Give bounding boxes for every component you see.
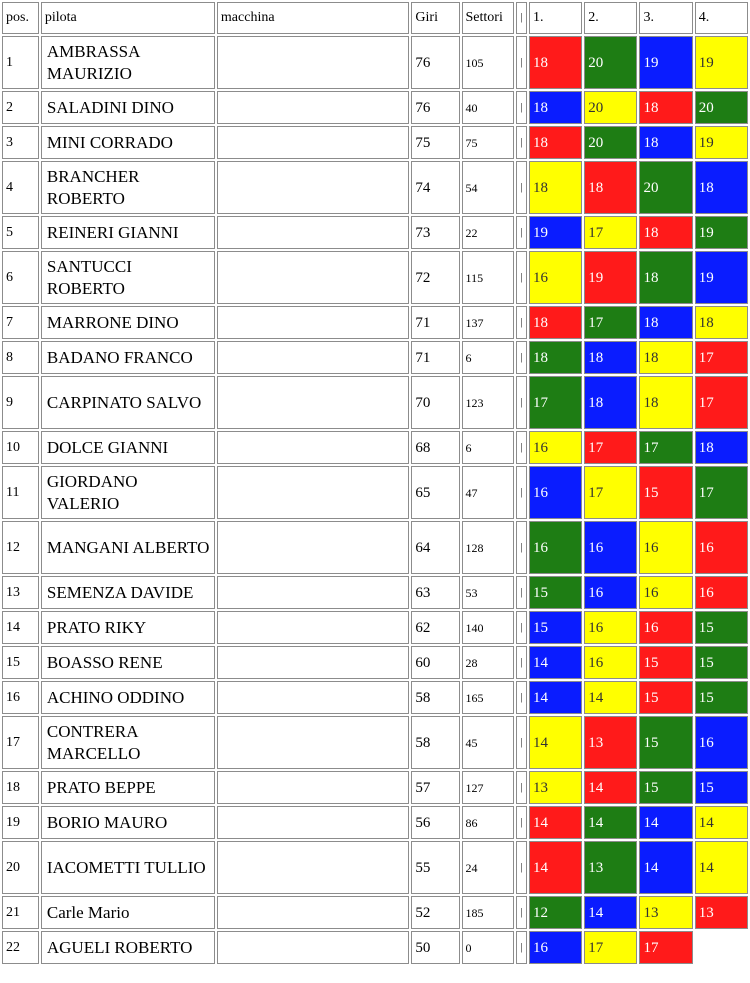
sector-1-cell: 18	[529, 306, 582, 339]
sector-4-cell: 15	[695, 771, 748, 804]
row-pilot-name: PRATO RIKY	[41, 611, 215, 644]
row-sectors: 40	[462, 91, 514, 124]
sector-1-cell: 16	[529, 931, 582, 964]
row-laps: 62	[411, 611, 459, 644]
row-separator: |	[516, 646, 527, 679]
row-pilot-name: DOLCE GIANNI	[41, 431, 215, 464]
sector-3-cell: 16	[639, 521, 692, 574]
table-row	[2, 36, 748, 89]
row-separator: |	[516, 126, 527, 159]
row-position: 21	[2, 896, 39, 929]
row-position: 13	[2, 576, 39, 609]
row-pilot-name: SEMENZA DAVIDE	[41, 576, 215, 609]
row-car	[217, 91, 409, 124]
row-position: 4	[2, 161, 39, 214]
row-pilot-name: IACOMETTI TULLIO	[41, 841, 215, 894]
row-pilot-name: AGUELI ROBERTO	[41, 931, 215, 964]
row-pilot-name: SALADINI DINO	[41, 91, 215, 124]
row-sectors: 185	[462, 896, 514, 929]
row-car	[217, 306, 409, 339]
sector-1-cell: 14	[529, 716, 582, 769]
row-separator: |	[516, 216, 527, 249]
sector-3-cell: 18	[639, 376, 692, 429]
row-sectors: 53	[462, 576, 514, 609]
row-car	[217, 646, 409, 679]
sector-2-cell: 13	[584, 716, 637, 769]
header-sector-4: 4.	[695, 2, 748, 34]
row-position: 20	[2, 841, 39, 894]
row-car	[217, 216, 409, 249]
row-sectors: 75	[462, 126, 514, 159]
sector-2-cell: 20	[584, 126, 637, 159]
row-laps: 55	[411, 841, 459, 894]
row-pilot-name: SANTUCCI ROBERTO	[41, 251, 215, 304]
sector-4-cell: 15	[695, 646, 748, 679]
table-row	[2, 161, 748, 214]
row-laps: 58	[411, 716, 459, 769]
row-position: 14	[2, 611, 39, 644]
header-pilota: pilota	[41, 2, 215, 34]
sector-2-cell: 16	[584, 646, 637, 679]
table-row	[2, 341, 748, 374]
row-pilot-name: CARPINATO SALVO	[41, 376, 215, 429]
row-pilot-name: CONTRERA MARCELLO	[41, 716, 215, 769]
row-pilot-name: GIORDANO VALERIO	[41, 466, 215, 519]
row-pilot-name: BADANO FRANCO	[41, 341, 215, 374]
sector-4-cell: 20	[695, 91, 748, 124]
row-laps: 76	[411, 36, 459, 89]
sector-4-cell: 17	[695, 466, 748, 519]
row-car	[217, 431, 409, 464]
sector-4-cell: 16	[695, 521, 748, 574]
sector-4-cell: 13	[695, 896, 748, 929]
row-car	[217, 681, 409, 714]
sector-3-cell: 15	[639, 716, 692, 769]
row-pilot-name: AMBRASSA MAURIZIO	[41, 36, 215, 89]
row-pilot-name: ACHINO ODDINO	[41, 681, 215, 714]
sector-3-cell: 18	[639, 306, 692, 339]
row-car	[217, 611, 409, 644]
table-row	[2, 576, 748, 609]
row-laps: 63	[411, 576, 459, 609]
row-separator: |	[516, 251, 527, 304]
sector-1-cell: 15	[529, 611, 582, 644]
row-laps: 56	[411, 806, 459, 839]
row-position: 8	[2, 341, 39, 374]
row-laps: 75	[411, 126, 459, 159]
row-laps: 70	[411, 376, 459, 429]
row-sectors: 123	[462, 376, 514, 429]
table-row	[2, 126, 748, 159]
sector-3-cell: 18	[639, 216, 692, 249]
sector-1-cell: 14	[529, 806, 582, 839]
row-position: 3	[2, 126, 39, 159]
sector-4-cell: 15	[695, 611, 748, 644]
header-row	[2, 2, 748, 34]
row-sectors: 28	[462, 646, 514, 679]
row-separator: |	[516, 36, 527, 89]
row-car	[217, 161, 409, 214]
sector-3-cell: 16	[639, 611, 692, 644]
sector-1-cell: 14	[529, 681, 582, 714]
sector-2-cell: 20	[584, 36, 637, 89]
sector-1-cell: 14	[529, 841, 582, 894]
row-position: 16	[2, 681, 39, 714]
row-sectors: 45	[462, 716, 514, 769]
sector-2-cell: 18	[584, 341, 637, 374]
sector-4-cell: 19	[695, 36, 748, 89]
row-sectors: 115	[462, 251, 514, 304]
row-car	[217, 126, 409, 159]
table-row	[2, 806, 748, 839]
row-car	[217, 716, 409, 769]
row-laps: 60	[411, 646, 459, 679]
sector-4-cell: 15	[695, 681, 748, 714]
row-sectors: 54	[462, 161, 514, 214]
row-laps: 71	[411, 341, 459, 374]
sector-2-cell: 13	[584, 841, 637, 894]
row-laps: 50	[411, 931, 459, 964]
row-separator: |	[516, 896, 527, 929]
table-row	[2, 611, 748, 644]
sector-1-cell: 19	[529, 216, 582, 249]
table-row	[2, 521, 748, 574]
sector-4-cell: 16	[695, 716, 748, 769]
sector-3-cell: 18	[639, 126, 692, 159]
sector-2-cell: 14	[584, 896, 637, 929]
sector-4-cell: 17	[695, 341, 748, 374]
sector-3-cell: 17	[639, 431, 692, 464]
header-sector-2: 2.	[584, 2, 637, 34]
sector-3-cell: 14	[639, 841, 692, 894]
row-car	[217, 521, 409, 574]
row-position: 18	[2, 771, 39, 804]
row-sectors: 6	[462, 341, 514, 374]
row-laps: 52	[411, 896, 459, 929]
sector-3-cell: 18	[639, 251, 692, 304]
sector-2-cell: 17	[584, 931, 637, 964]
sector-4-cell: 14	[695, 841, 748, 894]
row-pilot-name: Carle Mario	[41, 896, 215, 929]
table-row	[2, 771, 748, 804]
row-car	[217, 841, 409, 894]
row-sectors: 137	[462, 306, 514, 339]
row-car	[217, 36, 409, 89]
row-separator: |	[516, 841, 527, 894]
row-car	[217, 931, 409, 964]
row-separator: |	[516, 161, 527, 214]
header-giri: Giri	[411, 2, 459, 34]
row-position: 1	[2, 36, 39, 89]
row-separator: |	[516, 611, 527, 644]
sector-2-cell: 20	[584, 91, 637, 124]
sector-4-cell: 17	[695, 376, 748, 429]
sector-1-cell: 16	[529, 521, 582, 574]
row-position: 22	[2, 931, 39, 964]
table-row	[2, 216, 748, 249]
sector-2-cell: 19	[584, 251, 637, 304]
sector-1-cell: 16	[529, 431, 582, 464]
sector-2-cell: 14	[584, 771, 637, 804]
sector-2-cell: 17	[584, 431, 637, 464]
sector-2-cell: 18	[584, 161, 637, 214]
sector-3-cell: 14	[639, 806, 692, 839]
row-sectors: 24	[462, 841, 514, 894]
sector-4-cell: 18	[695, 306, 748, 339]
row-separator: |	[516, 806, 527, 839]
row-position: 9	[2, 376, 39, 429]
row-sectors: 6	[462, 431, 514, 464]
row-car	[217, 341, 409, 374]
row-position: 17	[2, 716, 39, 769]
sector-4-cell: 19	[695, 126, 748, 159]
sector-2-cell: 17	[584, 216, 637, 249]
row-sectors: 165	[462, 681, 514, 714]
sector-3-cell: 15	[639, 681, 692, 714]
row-position: 10	[2, 431, 39, 464]
header-pos: pos.	[2, 2, 39, 34]
header-macchina: macchina	[217, 2, 409, 34]
row-sectors: 0	[462, 931, 514, 964]
row-laps: 74	[411, 161, 459, 214]
row-position: 15	[2, 646, 39, 679]
row-car	[217, 251, 409, 304]
row-car	[217, 576, 409, 609]
row-laps: 73	[411, 216, 459, 249]
row-pilot-name: BORIO MAURO	[41, 806, 215, 839]
row-pilot-name: MANGANI ALBERTO	[41, 521, 215, 574]
row-car	[217, 806, 409, 839]
row-position: 11	[2, 466, 39, 519]
row-sectors: 140	[462, 611, 514, 644]
row-car	[217, 376, 409, 429]
sector-1-cell: 17	[529, 376, 582, 429]
sector-4-cell: 19	[695, 251, 748, 304]
sector-3-cell: 17	[639, 931, 692, 964]
sector-1-cell: 12	[529, 896, 582, 929]
sector-2-cell: 16	[584, 576, 637, 609]
sector-3-cell: 18	[639, 91, 692, 124]
row-separator: |	[516, 576, 527, 609]
header-sector-1: 1.	[529, 2, 582, 34]
row-laps: 65	[411, 466, 459, 519]
row-car	[217, 466, 409, 519]
row-laps: 58	[411, 681, 459, 714]
row-separator: |	[516, 341, 527, 374]
row-sectors: 105	[462, 36, 514, 89]
sector-3-cell: 15	[639, 466, 692, 519]
row-sectors: 86	[462, 806, 514, 839]
table-row	[2, 91, 748, 124]
sector-2-cell: 14	[584, 681, 637, 714]
sector-2-cell: 16	[584, 611, 637, 644]
row-car	[217, 896, 409, 929]
row-sectors: 47	[462, 466, 514, 519]
sector-1-cell: 18	[529, 341, 582, 374]
row-separator: |	[516, 431, 527, 464]
table-row	[2, 681, 748, 714]
header-separator: |	[516, 2, 527, 34]
sector-1-cell: 16	[529, 251, 582, 304]
row-position: 19	[2, 806, 39, 839]
row-position: 12	[2, 521, 39, 574]
header-sector-3: 3.	[639, 2, 692, 34]
sector-4-cell: 19	[695, 216, 748, 249]
row-pilot-name: MARRONE DINO	[41, 306, 215, 339]
row-sectors: 128	[462, 521, 514, 574]
row-position: 6	[2, 251, 39, 304]
table-row	[2, 646, 748, 679]
sector-4-cell	[695, 931, 748, 964]
row-laps: 76	[411, 91, 459, 124]
header-settori: Settori	[462, 2, 514, 34]
table-row	[2, 931, 748, 964]
row-separator: |	[516, 771, 527, 804]
row-laps: 68	[411, 431, 459, 464]
row-position: 7	[2, 306, 39, 339]
row-separator: |	[516, 681, 527, 714]
row-separator: |	[516, 91, 527, 124]
row-pilot-name: PRATO BEPPE	[41, 771, 215, 804]
sector-4-cell: 18	[695, 161, 748, 214]
sector-1-cell: 13	[529, 771, 582, 804]
row-laps: 57	[411, 771, 459, 804]
row-separator: |	[516, 521, 527, 574]
row-sectors: 127	[462, 771, 514, 804]
sector-1-cell: 15	[529, 576, 582, 609]
row-car	[217, 771, 409, 804]
sector-1-cell: 16	[529, 466, 582, 519]
sector-3-cell: 19	[639, 36, 692, 89]
table-row	[2, 431, 748, 464]
sector-4-cell: 16	[695, 576, 748, 609]
sector-3-cell: 15	[639, 646, 692, 679]
row-pilot-name: REINERI GIANNI	[41, 216, 215, 249]
table-row	[2, 376, 748, 429]
row-separator: |	[516, 466, 527, 519]
sector-1-cell: 18	[529, 161, 582, 214]
table-row	[2, 716, 748, 769]
row-laps: 71	[411, 306, 459, 339]
sector-4-cell: 14	[695, 806, 748, 839]
sector-2-cell: 17	[584, 466, 637, 519]
sector-1-cell: 18	[529, 91, 582, 124]
sector-3-cell: 18	[639, 341, 692, 374]
row-laps: 64	[411, 521, 459, 574]
sector-2-cell: 17	[584, 306, 637, 339]
table-row	[2, 251, 748, 304]
sector-4-cell: 18	[695, 431, 748, 464]
sector-3-cell: 15	[639, 771, 692, 804]
table-row	[2, 841, 748, 894]
row-separator: |	[516, 306, 527, 339]
row-pilot-name: BRANCHER ROBERTO	[41, 161, 215, 214]
sector-2-cell: 14	[584, 806, 637, 839]
row-pilot-name: MINI CORRADO	[41, 126, 215, 159]
row-laps: 72	[411, 251, 459, 304]
sector-1-cell: 14	[529, 646, 582, 679]
table-row	[2, 896, 748, 929]
row-separator: |	[516, 716, 527, 769]
sector-1-cell: 18	[529, 126, 582, 159]
row-separator: |	[516, 931, 527, 964]
table-row	[2, 466, 748, 519]
row-pilot-name: BOASSO RENE	[41, 646, 215, 679]
sector-3-cell: 13	[639, 896, 692, 929]
row-separator: |	[516, 376, 527, 429]
sector-3-cell: 16	[639, 576, 692, 609]
row-position: 5	[2, 216, 39, 249]
row-position: 2	[2, 91, 39, 124]
row-sectors: 22	[462, 216, 514, 249]
sector-1-cell: 18	[529, 36, 582, 89]
sector-3-cell: 20	[639, 161, 692, 214]
sector-2-cell: 18	[584, 376, 637, 429]
sector-2-cell: 16	[584, 521, 637, 574]
table-row	[2, 306, 748, 339]
